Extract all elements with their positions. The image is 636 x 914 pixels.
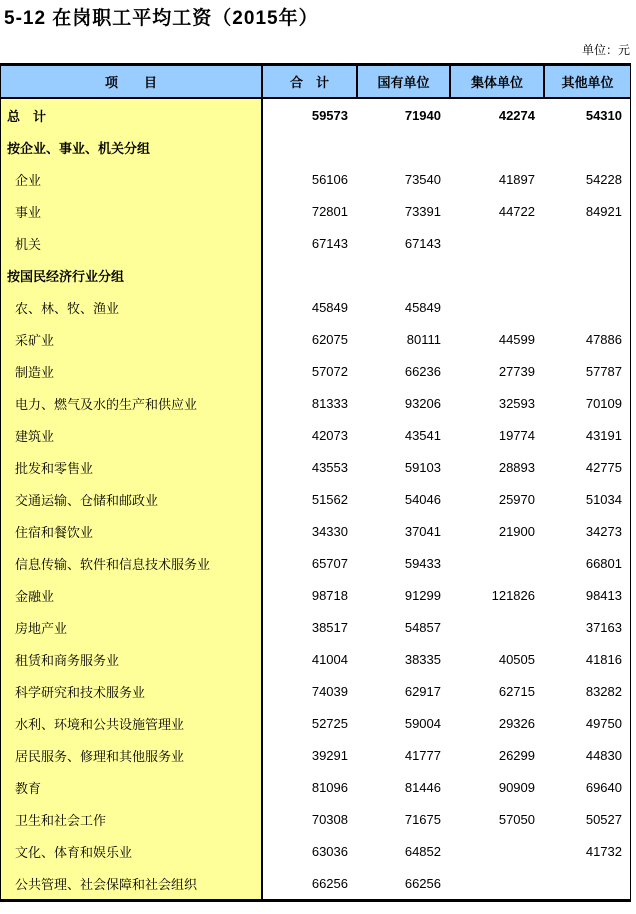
cell-state-owned: [356, 131, 449, 163]
cell-total: 34330: [311, 523, 348, 539]
cell-other: [543, 291, 630, 323]
cell-total: [263, 259, 356, 291]
cell-state-owned: 37041: [404, 523, 441, 539]
table-row: [1, 643, 630, 675]
cell-state-owned: 67143: [404, 235, 441, 251]
cell-other: 57787: [585, 363, 622, 379]
column-header-item: 项 目: [1, 66, 263, 97]
table-row: [1, 771, 630, 803]
column-header-total: 合 计: [289, 75, 329, 90]
cell-total: 72801: [311, 203, 348, 219]
cell-other: 83282: [585, 683, 622, 699]
cell-collective: 29326: [498, 715, 535, 731]
table-row: [1, 515, 630, 547]
row-label: 总 计: [1, 99, 263, 131]
cell-collective: 90909: [498, 779, 535, 795]
cell-state-owned: 91299: [404, 587, 441, 603]
cell-total: 39291: [311, 747, 348, 763]
table-row: [1, 451, 630, 483]
row-label: 住宿和餐饮业: [1, 515, 263, 547]
cell-total: 43553: [311, 459, 348, 475]
column-header-other: 其他单位: [543, 66, 630, 97]
table-row: [1, 195, 630, 227]
cell-other: 50527: [585, 811, 622, 827]
table-row: [1, 131, 630, 163]
cell-state-owned: 59004: [404, 715, 441, 731]
cell-collective: 57050: [498, 811, 535, 827]
column-header-collective: 集体单位: [449, 66, 543, 97]
row-label: 按企业、事业、机关分组: [1, 131, 263, 163]
cell-other: [543, 867, 630, 899]
cell-state-owned: 71675: [404, 811, 441, 827]
cell-state-owned: 73391: [404, 203, 441, 219]
row-label: 居民服务、修理和其他服务业: [1, 739, 263, 771]
row-label: 企业: [1, 163, 263, 195]
table-row: [1, 803, 630, 835]
cell-other: [543, 131, 630, 163]
cell-other: [543, 227, 630, 259]
cell-state-owned: 81446: [404, 779, 441, 795]
cell-total: 81333: [311, 395, 348, 411]
cell-state-owned: 80111: [406, 331, 441, 347]
cell-total: 51562: [311, 491, 348, 507]
cell-collective: [449, 291, 543, 323]
row-label: 采矿业: [1, 323, 263, 355]
cell-state-owned: 73540: [404, 171, 441, 187]
table-row: [1, 99, 630, 131]
cell-other: 54310: [585, 107, 622, 123]
cell-other: 44830: [585, 747, 622, 763]
cell-collective: 41897: [498, 171, 535, 187]
row-label: 交通运输、仓储和邮政业: [1, 483, 263, 515]
cell-collective: 42274: [498, 107, 535, 123]
table-row: [1, 483, 630, 515]
cell-total: 70308: [311, 811, 348, 827]
cell-state-owned: 54046: [404, 491, 441, 507]
cell-state-owned: 71940: [404, 107, 441, 123]
cell-collective: 62715: [498, 683, 535, 699]
table-row: [1, 611, 630, 643]
row-label: 房地产业: [1, 611, 263, 643]
cell-total: 42073: [311, 427, 348, 443]
cell-collective: [449, 867, 543, 899]
table-row: [1, 739, 630, 771]
row-label: 按国民经济行业分组: [1, 259, 263, 291]
cell-state-owned: 43541: [404, 427, 441, 443]
cell-state-owned: 62917: [404, 683, 441, 699]
cell-state-owned: 59103: [404, 459, 441, 475]
cell-other: 54228: [585, 171, 622, 187]
table-row: [1, 867, 630, 899]
row-label: 文化、体育和娱乐业: [1, 835, 263, 867]
table-row: [1, 163, 630, 195]
cell-total: 45849: [311, 299, 348, 315]
cell-collective: [449, 131, 543, 163]
row-label: 教育: [1, 771, 263, 803]
table-body: [1, 99, 630, 899]
cell-state-owned: 93206: [404, 395, 441, 411]
cell-other: 66801: [585, 555, 622, 571]
table-row: [1, 835, 630, 867]
cell-collective: [449, 611, 543, 643]
cell-other: 69640: [585, 779, 622, 795]
cell-other: 51034: [585, 491, 622, 507]
cell-state-owned: 54857: [404, 619, 441, 635]
table-row: [1, 323, 630, 355]
cell-total: [263, 131, 356, 163]
cell-other: 98413: [585, 587, 622, 603]
table-row: [1, 707, 630, 739]
cell-collective: 25970: [498, 491, 535, 507]
cell-state-owned: 64852: [404, 843, 441, 859]
cell-total: 74039: [311, 683, 348, 699]
cell-other: 37163: [585, 619, 622, 635]
cell-collective: 32593: [498, 395, 535, 411]
table-header-row: [1, 66, 630, 99]
cell-total: 65707: [311, 555, 348, 571]
row-label: 公共管理、社会保障和社会组织: [1, 867, 263, 899]
cell-collective: 21900: [498, 523, 535, 539]
cell-collective: 40505: [498, 651, 535, 667]
cell-collective: [449, 259, 543, 291]
cell-collective: 121826: [491, 587, 535, 603]
row-label: 制造业: [1, 355, 263, 387]
row-label: 建筑业: [1, 419, 263, 451]
cell-state-owned: [356, 259, 449, 291]
cell-collective: [449, 547, 543, 579]
cell-collective: 26299: [498, 747, 535, 763]
row-label: 批发和零售业: [1, 451, 263, 483]
table-row: [1, 675, 630, 707]
unit-label: 单位：元: [581, 43, 630, 57]
row-label: 电力、燃气及水的生产和供应业: [1, 387, 263, 419]
cell-collective: 44722: [498, 203, 535, 219]
cell-state-owned: 45849: [404, 299, 441, 315]
row-label: 机关: [1, 227, 263, 259]
cell-state-owned: 66256: [404, 875, 441, 891]
cell-other: 70109: [585, 395, 622, 411]
row-label: 农、林、牧、渔业: [1, 291, 263, 323]
row-label: 租赁和商务服务业: [1, 643, 263, 675]
table-row: [1, 547, 630, 579]
cell-other: [543, 259, 630, 291]
cell-total: 63036: [311, 843, 348, 859]
cell-total: 66256: [311, 875, 348, 891]
cell-collective: [449, 835, 543, 867]
cell-state-owned: 41777: [404, 747, 441, 763]
column-header-state-owned: 国有单位: [356, 66, 449, 97]
cell-collective: 44599: [498, 331, 535, 347]
row-label: 信息传输、软件和信息技术服务业: [1, 547, 263, 579]
table-row: [1, 579, 630, 611]
cell-total: 57072: [311, 363, 348, 379]
table-row: [1, 387, 630, 419]
table-row: [1, 291, 630, 323]
cell-total: 38517: [311, 619, 348, 635]
cell-other: 49750: [585, 715, 622, 731]
row-label: 科学研究和技术服务业: [1, 675, 263, 707]
cell-collective: 28893: [498, 459, 535, 475]
cell-other: 84921: [585, 203, 622, 219]
cell-total: 62075: [311, 331, 348, 347]
page-title: 5-12 在岗职工平均工资（2015年）: [4, 8, 319, 29]
cell-total: 59573: [311, 107, 348, 123]
cell-other: 42775: [585, 459, 622, 475]
cell-total: 56106: [311, 171, 348, 187]
cell-state-owned: 59433: [404, 555, 441, 571]
cell-other: 47886: [585, 331, 622, 347]
cell-other: 41732: [585, 843, 622, 859]
cell-total: 41004: [311, 651, 348, 667]
cell-total: 67143: [311, 235, 348, 251]
row-label: 卫生和社会工作: [1, 803, 263, 835]
cell-other: 34273: [585, 523, 622, 539]
cell-total: 98718: [311, 587, 348, 603]
table-row: [1, 259, 630, 291]
cell-state-owned: 66236: [404, 363, 441, 379]
cell-collective: 27739: [498, 363, 535, 379]
table-row: [1, 227, 630, 259]
table-row: [1, 355, 630, 387]
cell-collective: 19774: [498, 427, 535, 443]
cell-other: 43191: [585, 427, 622, 443]
cell-total: 81096: [311, 779, 348, 795]
cell-other: 41816: [585, 651, 622, 667]
table-row: [1, 419, 630, 451]
row-label: 事业: [1, 195, 263, 227]
cell-state-owned: 38335: [404, 651, 441, 667]
row-label: 金融业: [1, 579, 263, 611]
cell-collective: [449, 227, 543, 259]
cell-total: 52725: [311, 715, 348, 731]
wage-table: [0, 63, 631, 902]
row-label: 水利、环境和公共设施管理业: [1, 707, 263, 739]
